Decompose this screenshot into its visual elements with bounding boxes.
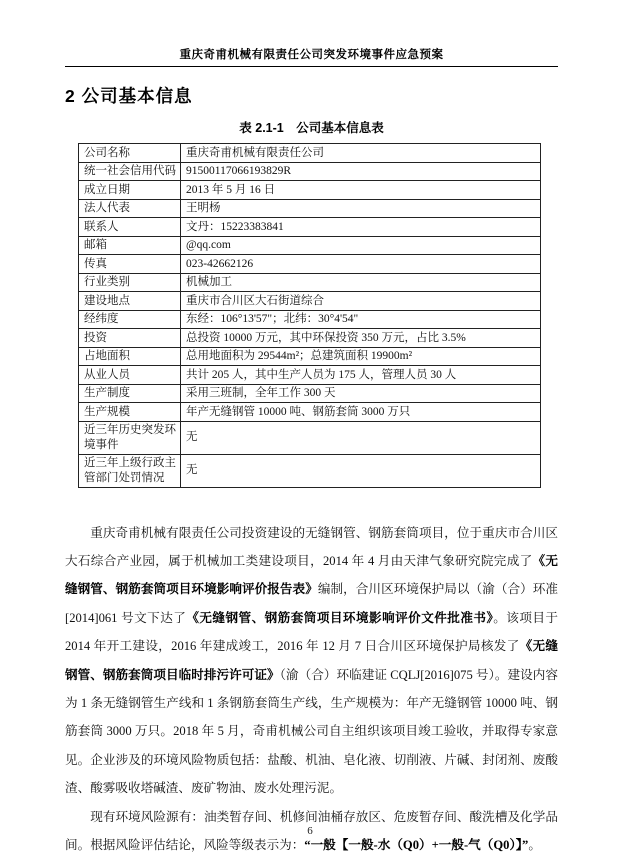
table-row	[79, 310, 541, 329]
field-label: 法人代表	[79, 199, 181, 218]
field-value: 共计 205 人，其中生产人员为 175 人，管理人员 30 人	[181, 366, 541, 385]
field-label: 占地面积	[79, 347, 181, 366]
table-row	[79, 199, 541, 218]
field-label: 邮箱	[79, 236, 181, 255]
field-label: 成立日期	[79, 181, 181, 200]
table-row	[79, 144, 541, 163]
risk-level-text: “一般【一般-水（Q0）+一般-气（Q0）】”	[304, 837, 529, 852]
field-value: 东经：106°13'57"；北纬：30°4'54"	[181, 310, 541, 329]
field-value: 采用三班制，全年工作 300 天	[181, 384, 541, 403]
text-run: （渝（合）环临建证 CQLJ[2016]075 号）。建设内容为 1 条无缝钢管生产线和 1 条钢筋套筒生产线，生产规模为：年产无缝钢管 10000 吨、钢筋套筒 3000 万只。2018 年 5 月，奇甫机械公司自主组织该项目竣工验收，并取得专家意见。企业涉及的环境风险物质包括：盐酸、机油、皂化液、切削液、片碱、封闭剂、废酸渣、酸雾吸收塔碱渣、废矿物油、废水处理污泥。	[65, 667, 558, 796]
field-label: 经纬度	[79, 310, 181, 329]
table-row	[79, 181, 541, 200]
field-value: 总用地面积为 29544m²；总建筑面积 19900m²	[181, 347, 541, 366]
table-row	[79, 162, 541, 181]
field-label: 联系人	[79, 218, 181, 237]
header-divider	[65, 66, 558, 67]
field-label: 统一社会信用代码	[79, 162, 181, 181]
table-row	[79, 236, 541, 255]
doc-title-eia-approval: 《无缝钢管、钢筋套筒项目环境影响评价文件批准书》	[186, 610, 494, 625]
section-heading: 2 公司基本信息	[65, 86, 193, 106]
field-value: 无	[181, 454, 541, 487]
field-label: 传真	[79, 255, 181, 274]
field-value: @qq.com	[181, 236, 541, 255]
field-value: 023-42662126	[181, 255, 541, 274]
field-label: 行业类别	[79, 273, 181, 292]
field-label: 近三年上级行政主管部门处罚情况	[79, 454, 181, 487]
text-run: 编制，合川区环境保护局以（渝（合）环准[2014]061 号文下达了	[65, 582, 559, 625]
field-value: 年产无缝钢管 10000 吨、钢筋套筒 3000 万只	[181, 403, 541, 422]
text-run: 重庆奇甫机械有限责任公司投资建设的无缝钢管、钢筋套筒项目，位于重庆市合川区大石综合产业园，属于机械加工类建设项目，2014 年 4 月由天津气象研究院完成了	[65, 525, 558, 568]
table-row	[79, 366, 541, 385]
text-run: 。该项目于 2014 年开工建设，2016 年建成竣工，2016 年 12 月 7 日合川区环境保护局核发了	[65, 610, 559, 654]
field-value: 总投资 10000 万元，其中环保投资 350 万元，占比 3.5%	[181, 329, 541, 348]
field-value: 无	[181, 421, 541, 454]
field-label: 从业人员	[79, 366, 181, 385]
table-row	[79, 329, 541, 348]
text-run: 。	[528, 837, 541, 852]
table-caption: 表 2.1-1 公司基本信息表	[239, 121, 384, 135]
page-number: 6	[307, 825, 313, 837]
field-value: 文丹：15223383841	[181, 218, 541, 237]
field-label: 公司名称	[79, 144, 181, 163]
paragraph-project-history	[65, 519, 558, 803]
table-row	[79, 421, 541, 454]
field-value: 2013 年 5 月 16 日	[181, 181, 541, 200]
table-row	[79, 384, 541, 403]
table-row	[79, 255, 541, 274]
document-body	[65, 519, 558, 860]
company-info-table	[78, 143, 541, 488]
text-run: 现有环境风险源有：油类暂存间、机修间油桶存放区、危废暂存间、酸洗槽及化学品间。根据风险评估结论，风险等级表示为：	[65, 809, 558, 852]
field-value: 重庆奇甫机械有限责任公司	[181, 144, 541, 163]
field-value: 重庆市合川区大石街道综合	[181, 292, 541, 311]
field-label: 投资	[79, 329, 181, 348]
field-value: 王明杨	[181, 199, 541, 218]
table-row	[79, 347, 541, 366]
table-row	[79, 292, 541, 311]
table-row	[79, 218, 541, 237]
field-label: 近三年历史突发环境事件	[79, 421, 181, 454]
field-value: 91500117066193829R	[181, 162, 541, 181]
doc-title-eia-report: 《无缝钢管、钢筋套筒项目环境影响评价报告表》	[65, 553, 558, 597]
header-title: 重庆奇甫机械有限责任公司突发环境事件应急预案	[179, 49, 444, 61]
field-value: 机械加工	[181, 273, 541, 292]
field-label: 建设地点	[79, 292, 181, 311]
table-row	[79, 273, 541, 292]
doc-title-discharge-permit: 《无缝钢管、钢筋套筒项目临时排污许可证》	[65, 639, 559, 682]
page-header	[65, 46, 558, 66]
field-label: 生产规模	[79, 403, 181, 422]
table-row	[79, 403, 541, 422]
table-row	[79, 454, 541, 487]
field-label: 生产制度	[79, 384, 181, 403]
